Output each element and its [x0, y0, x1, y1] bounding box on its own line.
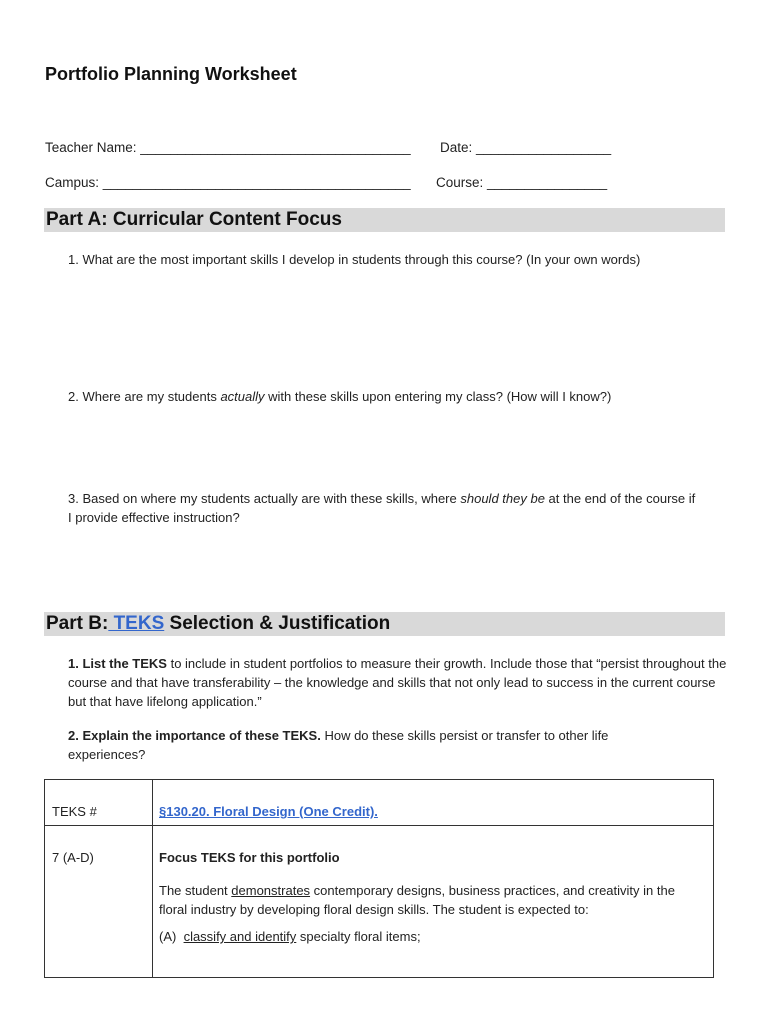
course-field: Course: ________________ — [436, 175, 608, 190]
question-2-emphasis: actually — [220, 389, 265, 404]
part-b-item-1-bold: 1. List the TEKS — [68, 656, 167, 671]
question-3-emphasis: should they be — [460, 491, 545, 506]
part-b-heading — [46, 612, 390, 636]
question-3-pre: 3. Based on where my students actually are with these skills, where — [68, 491, 461, 506]
demonstrates-link[interactable]: demonstrates — [231, 883, 311, 898]
student-expectation: The student demonstrates contemporary designs, business practices, and creativity in the floral industry by developing floral design skills. The student is expected to: — [159, 883, 675, 917]
classify-identify-link[interactable]: classify and identify — [183, 929, 297, 944]
part-b-item-1-text: to include in student portfolios to measure their growth. Include those that “persist throughout the course and that have transferability – the knowledge and skills that not only lead to success in the current course but that have lifelong application.” — [68, 656, 727, 709]
part-b-item-1 — [68, 654, 728, 711]
part-b-item-2-text: How do these skills persist or transfer to other life experiences? — [68, 728, 609, 762]
floral-design-link[interactable]: §130.20. Floral Design (One Credit). — [159, 804, 378, 819]
question-2 — [68, 387, 718, 406]
question-3 — [68, 489, 698, 527]
page-title: Portfolio Planning Worksheet — [45, 64, 297, 84]
date-field: Date: __________________ — [440, 140, 612, 155]
course-header-cell — [153, 780, 714, 826]
focus-teks-label: Focus TEKS for this portfolio — [159, 850, 340, 865]
table-header-row — [45, 780, 714, 826]
part-b-heading-post: Selection & Justification — [164, 613, 391, 634]
part-a-heading: Part A: Curricular Content Focus — [46, 209, 342, 230]
teks-table — [44, 779, 714, 978]
teks-number-cell: 7 (A-D) — [45, 826, 153, 978]
part-b-item-2 — [68, 726, 688, 764]
question-3-post: at the end of the course if I provide effective instruction? — [68, 491, 696, 525]
part-b-heading-pre: Part B: — [46, 613, 109, 634]
question-2-post: with these skills upon entering my class? (How will I know?) — [264, 389, 612, 404]
part-b-item-2-bold: 2. Explain the importance of these TEKS. — [68, 728, 321, 743]
teks-number-header: TEKS # — [45, 780, 153, 826]
table-row — [45, 826, 714, 978]
list-item: (A) classify and identify specialty floral items; — [159, 929, 421, 944]
teacher-name-field: Teacher Name: ____________________________________ — [45, 140, 411, 155]
question-1: 1. What are the most important skills I develop in students through this course? (In your own words) — [68, 252, 641, 267]
teks-content-cell — [153, 826, 714, 978]
teks-link[interactable]: TEKS — [108, 613, 165, 634]
campus-field: Campus: _________________________________________ — [45, 175, 411, 190]
question-2-pre: 2. Where are my students — [68, 389, 221, 404]
